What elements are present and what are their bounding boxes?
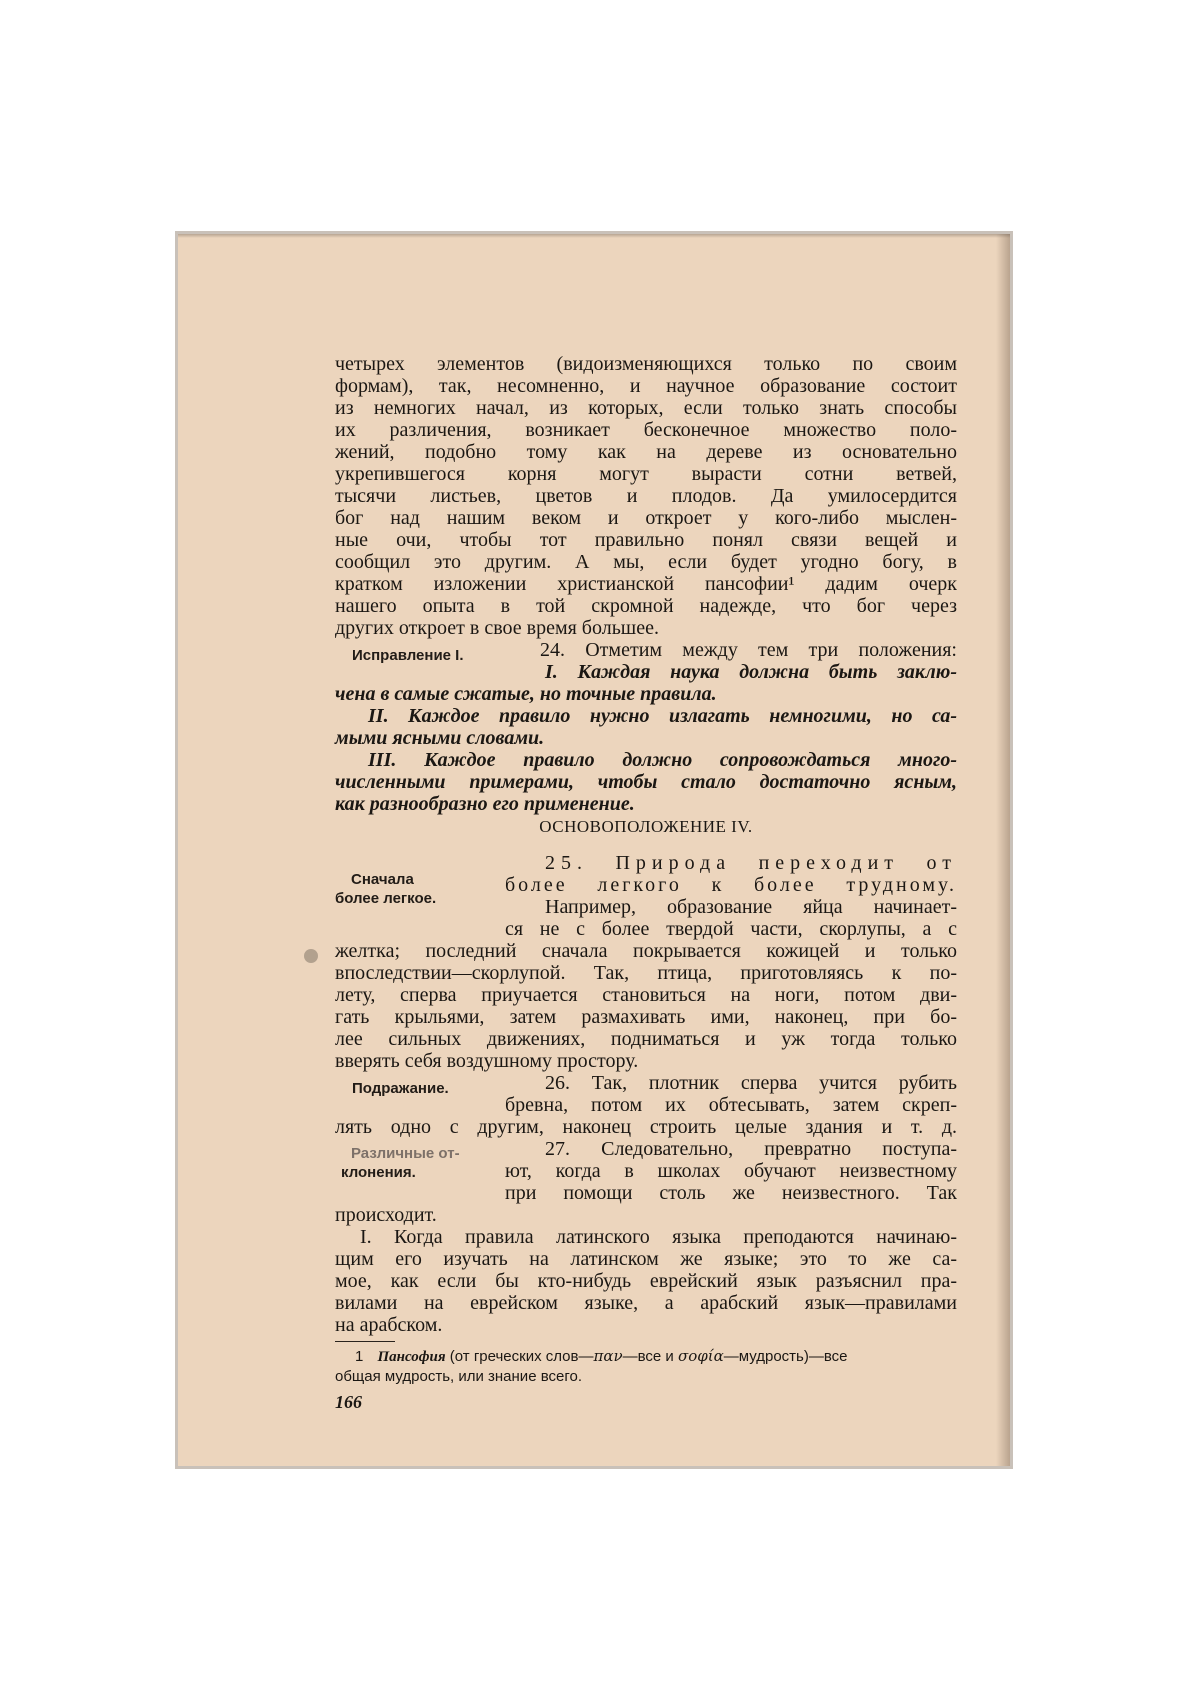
text-line: впоследствии—скорлупой. Так, птица, приготовляясь к по- (335, 962, 957, 984)
text-line: ся не с более твердой части, скорлупы, а с (505, 918, 957, 940)
text-line: 26. Так, плотник сперва учится рубить (545, 1072, 957, 1094)
margin-note-first-easier: Сначала (351, 871, 414, 888)
paper-spot (304, 949, 318, 963)
text-line: при помощи столь же неизвестного. Так (505, 1182, 957, 1204)
text-line: Например, образование яйца начинает- (545, 896, 957, 918)
text-line: I. Каждая наука должна быть заклю- (545, 661, 957, 683)
page-binding-shadow (996, 234, 1010, 1466)
text-line: мыми ясными словами. (335, 727, 545, 749)
text-line: их различения, возникает бесконечное множество поло- (335, 419, 957, 441)
text-line: происходит. (335, 1204, 437, 1226)
page-top-edge (178, 234, 1010, 238)
text-line: ные очи, чтобы тот правильно понял связи вещей и (335, 529, 957, 551)
footnote-greek: παν (593, 1347, 623, 1365)
text-line: 27. Следовательно, превратно поступа- (545, 1138, 957, 1160)
footnote-text: —все и (622, 1348, 674, 1365)
text-line: III. Каждое правило должно сопровождаться много- (368, 749, 957, 771)
text-line: кратком изложении христианской пансофии¹ дадим очерк (335, 573, 957, 595)
text-line: лее сильных движениях, подниматься и уж тогда только (335, 1028, 957, 1050)
text-line: численными примерами, чтобы стало достаточно ясным, (335, 771, 957, 793)
footnote-term: Пансофия (377, 1349, 446, 1365)
text-line: бревна, потом их обтесывать, затем скреп- (505, 1094, 957, 1116)
text-line: жений, подобно тому как на дереве из основательно (335, 441, 957, 463)
text-line: укрепившегося корня могут вырасти сотни ветвей, (335, 463, 957, 485)
margin-note-imitation: Подражание. (352, 1080, 449, 1097)
text-line: формам), так, несомненно, и научное образование состоит (335, 375, 957, 397)
text-line: 24. Отметим между тем три положения: (540, 639, 957, 661)
text-line: других откроет в свое время большее. (335, 617, 659, 639)
text-line: как разнообразно его применение. (335, 793, 635, 815)
text-line: нашего опыта в той скромной надежде, что бог через (335, 595, 957, 617)
text-line: сообщил это другим. А мы, если будет угодно богу, в (335, 551, 957, 573)
footnote (335, 1346, 957, 1367)
text-line: более легкого к более трудному. (505, 874, 957, 896)
text-line: вверять себя воздушному простору. (335, 1050, 639, 1072)
text-line: из немногих начал, из которых, если только знать способы (335, 397, 957, 419)
margin-note-first-easier: более легкое. (335, 890, 437, 907)
text-line: ют, когда в школах обучают неизвестному (505, 1160, 957, 1182)
text-line: лету, сперва приучается становиться на ноги, потом дви- (335, 984, 957, 1006)
footnote-greek: σοφία (677, 1347, 724, 1365)
margin-note-deviations: Различные от- (351, 1145, 460, 1162)
footnote-marker: 1 (355, 1348, 364, 1365)
page-number: 166 (335, 1392, 362, 1412)
footnote-rule (335, 1341, 395, 1342)
text-line: вилами на еврейском языке, а арабский язык—правилами (335, 1292, 957, 1314)
text-line: I. Когда правила латинского языка преподаются начинаю- (360, 1226, 957, 1248)
section-heading: ОСНОВОПОЛОЖЕНИЕ IV. (539, 817, 753, 836)
text-line: чена в самые сжатые, но точные правила. (335, 683, 717, 705)
text-line: четырех элементов (видоизменяющихся только по своим (335, 353, 957, 375)
text-line: лять одно с другим, наконец строить целые здания и т. д. (335, 1116, 957, 1138)
text-line: 25. Природа переходит от (545, 852, 957, 874)
text-line: желтка; последний сначала покрывается кожицей и только (335, 940, 957, 962)
margin-note-correction: Исправление I. (352, 647, 464, 664)
margin-note-deviations: клонения. (341, 1164, 416, 1181)
text-line: бог над нашим веком и откроет у кого-либо мыслен- (335, 507, 957, 529)
text-line: мое, как если бы кто-нибудь еврейский язык разъяснил пра- (335, 1270, 957, 1292)
text-line: II. Каждое правило нужно излагать немногими, но са- (368, 705, 957, 727)
footnote-line: общая мудрость, или знание всего. (335, 1368, 582, 1385)
footnote-text: —мудрость)—все (723, 1348, 848, 1365)
text-line: тысячи листьев, цветов и плодов. Да умилосердится (335, 485, 957, 507)
text-line: на арабском. (335, 1314, 443, 1336)
text-line: гать крыльями, затем размахивать ими, наконец, при бо- (335, 1006, 957, 1028)
footnote-text: (от греческих слов— (449, 1348, 594, 1365)
text-line: щим его изучать на латинском же языке; это то же са- (335, 1248, 957, 1270)
